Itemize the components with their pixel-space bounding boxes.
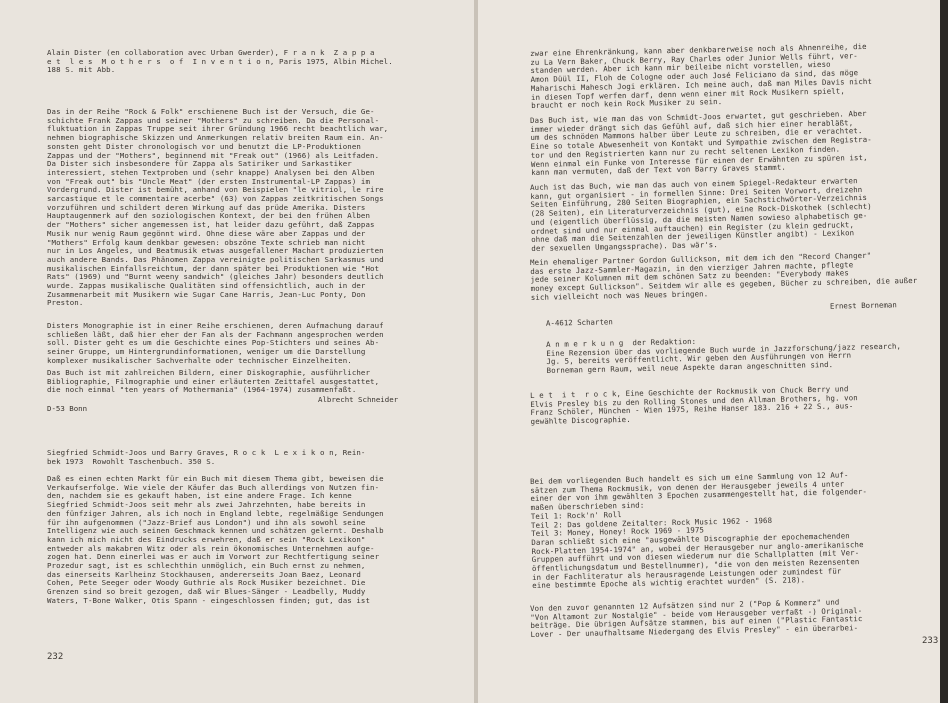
page-number-right: 233 (922, 636, 939, 646)
right-body-4: Mein ehemaliger Partner Gordon Gullickson, mit dem ich den "Record Changer" das erste Jazz-Sammler-Magazin, in den vierziger Jahren machte, pflegte jede seiner Kolumnen mit dem schönen Satz zu beenden: "Everybody makes money except Gullickson". Seitdem wir alle es gegeben, Bücher zu schreiben, die außer sich vielleicht noch was Neues bringen. (529, 250, 918, 302)
review-signature-place: A-4612 Scharten (545, 317, 613, 328)
review1-body-3: Das Buch ist mit zahlreichen Bildern, einer Diskographie, ausführlicher Bibliographie, Filmographie und einer erläuterten Zeittafel ausgestattet, die noch einmal "ten years of Mothermania" (1964-1974) zusammenfaßt. (47, 368, 380, 395)
review-signature-name: Ernest Borneman (829, 300, 897, 311)
right-body-2: Das Buch ist, wie man das von Schmidt-Joos erwartet, gut geschrieben. Aber immer wieder drängt sich das Gefühl auf, daß sich hier einer herabläßt, um des schnöden Mammons halber über Leute zu schreiben, die er verachtet. Eine so totale Abwesenheit von Kontakt und Sympathie zwischen dem Registra- tor und den Registrierten kann nur zu recht seltenen Lexikon finden. Wenn einmal ein Funke von Interesse für einen der Erwähnten zu spüren ist, kann man vermuten, daß der Text von Barry Graves stammt. (529, 108, 872, 178)
page-number-left: 232 (47, 652, 64, 662)
right-body-1: zwar eine Ehrenkränkung, kann aber denkbarerweise noch als Ahnenreihe, die zu La Vern Baker, Chuck Berry, Ray Charles oder Junior Wells führt, ver- standen werden. Aber ich kann mir beileibe nicht vorstellen, wieso Amon Düül II, Floh de Cologne oder auch José Feliciano da sind, das möge Maharischi Mahesch Jogi erklären. Ich meine auch, daß man Miles Davis nicht in diesen Topf werfen darf, denn wenn einer mit Rock Musikern spielt, braucht er noch kein Rock Musiker zu sein. (529, 41, 873, 111)
right-page (478, 0, 940, 703)
review2-header: Siegfried Schmidt-Joos und Barry Graves, R o c k L e x i k o n, Rein- bek 1973 Rowohlt Taschenbuch. 350 S. (47, 448, 366, 466)
review1-author: Albrecht Schneider (318, 395, 399, 404)
review3-body: Bei dem vorliegenden Buch handelt es sich um eine Sammlung von 12 Auf- sätzen zum Thema Rockmusik, von denen der Herausgeber jeweils 4 unter einer der von ihm gewählten 3 Epochen zusammengestellt hat, die folgender- maßen überschrieben sind: Teil 1: Rock'n' Roll Teil 2: Das goldene Zeitalter: Rock Music 1962 - 1968 Teil 3: Money, Honey! Rock 1969 - 1975 Daran schließt sich eine "ausgewählte Discographie der epochemachenden Rock-Platten 1954-1974" an, wobei der Herausgeber nur anglo-amerikanische Gruppen aufführt und von diesen wiederum nur die Schallplatten (mit Ver- öffentlichungsdatum und Bestellnummer), "die von den meisten Rezensenten in der Fachliteratur als herausragende Leistungen oder zumindest für eine bestimmte Epoche als wichtig erachtet wurden" (S. 218). (529, 470, 868, 591)
review1-header: Alain Dister (en collaboration avec Urban Gwerder), F r a n k Z a p p a e t l e s M o t h e r s o f I n v e n t i o n, Paris 1975, Albin Michel. 188 S. mit Abb. (47, 48, 393, 75)
review1-body-2: Disters Monographie ist in einer Reihe erschienen, deren Aufmachung darauf schließen läßt, daß hier eher der Fan als der Fachmann angesprochen werden soll. Dister geht es um die Geschichte eines Pop-Stichters und seines Ab- seiner Gruppe, um Hintergrundinformationen, weniger um die Darstellung komplexer musikalischer Sachverhalte oder technischer Einzelheiten. (47, 321, 384, 365)
editorial-note: A n m e r k u n g der Redaktion: Eine Rezension über das vorliegende Buch wurde in Jazzforschung/jazz research, Jg. 5, bereits veröffentlicht. Wir geben den Ausführungen von Herrn Borneman gern Raum, weil neue Aspekte daran angeschnitten sind. (545, 336, 902, 376)
review3-body-2: Von den zuvor genannten 12 Aufsätzen sind nur 2 ("Pop & Kommerz" und "Von Altamont zur Nostalgie" - beide vom Herausgeber verfaßt -) Original- beiträge. Die übrigen Aufsätze stammen, bis auf einen ("Plastic Fantastic Lover - Der unaufhaltsame Niedergang des Elvis Presley" - ein überarbei- (529, 597, 863, 640)
review1-place: D-53 Bonn (47, 404, 88, 413)
book-edge (940, 0, 948, 703)
review3-header: L e t i t r o c k, Eine Geschichte der Rockmusik von Chuck Berry und Elvis Presley bis zu den Rolling Stones und den Allman Brothers, hg. von Franz Schöler, München - Wien 1975, Reihe Hanser 183. 216 + 22 S., aus- gewählte Discographie. (529, 384, 858, 427)
review2-body: Daß es einen echten Markt für ein Buch mit diesem Thema gibt, beweisen die Verkaufserfolge. Wie viele der Käufer das Buch allerdings von Nutzen fin- den, nachdem sie es gekauft haben, ist eine andere Frage. Ich kenne Siegfried Schmidt-Joos seit mehr als zwei Jahrzehnten, habe bereits in den fünfziger Jahren, als ich noch in England lebte, regelmäßige Sendungen für ihn aufgenommen ("Jazz-Brief aus London") und ihn als sowohl seine Intelligenz wie auch seinen Geschmack kennen und schätzen gelernt. Deshalb kann ich mich nicht des Eindrucks erwehren, daß er sein "Rock Lexikon" entweder als makabren Witz oder als rein ökonomisches Unternehmen aufge- zogen hat. Denn einerlei was er auch im Vorwort zur Rechtfertigung seiner Prozedur sagt, ist es schlechthin unmöglich, ein Buch ernst zu nehmen, das einerseits Karlheinz Stockhausen, andererseits Joan Baez, Leonard Cohen, Pete Seeger oder Woody Guthrie als Rock Musiker bezeichnet. Die Grenzen sind so breit gezogen, daß wir Blues-Sänger - Leadbelly, Muddy Waters, T-Bone Walker, Otis Spann - eingeschlossen finden; gut, das ist (47, 474, 384, 605)
right-body-3: Auch ist das Buch, wie man das auch von einem Spiegel-Redakteur erwarten kann, gut organisiert - in formellen Sinne: Drei Seiten Vorwort, dreizehn Seiten Einführung, 280 Seiten Biographien, ein Sachstichwörter-Verzeichnis (28 Seiten), ein Literaturverzeichnis (gut), eine Rock-Diskothek (schlecht) und (eigentlich überflüssig, da die meisten Namen sowieso alphabetisch ge- ordnet sind und nur einmal auftauchen) ein Register (zu klein gedruckt, ohne daß man die Seitenzahlen der jeweiligen Künstler angibt) - Lexikon der sexuellen Umgangssprache). Das wär's. (529, 176, 872, 253)
review1-body-1: Das in der Reihe "Rock & Folk" erschienene Buch ist der Versuch, die Ge- schichte Frank Zappas und seiner "Mothers" zu schreiben. Da die Personal- fluktuation in Zappas Truppe seit ihrer Gründung 1966 recht beachtlich war, nehmen biographische Skizzen und Anmerkungen relativ breiten Raum ein. An- sonsten geht Dister chronologisch vor und benutzt die LP-Produktionen Zappas und der "Mothers", beginnend mit "Freak out" (1966) als Leitfaden. Da Dister sich insbesondere für Zappa als Satiriker und Sarkastiker interessiert, stehen Textproben und (sehr knappe) Analysen bei den Alben von "Freak out" bis "Uncle Meat" (der ersten Instrumental-LP Zappas) im Vordergrund. Dister ist bemüht, anhand von Beispielen "le vitriol, le rire sarcastique et le commentaire acerbe" (63) von Zappas zeitkritischen Songs vorzuführen und schildert deren Wirkung auf das prüde Amerika. Disters Hauptaugenmerk auf den soziologischen Kontext, der bei den frühen Alben der "Mothers" sicher angemessen ist, hat leider dazu geführt, daß Zappas Musik nur wenig Raum gegönnt wird. Ohne diese wäre aber Zappas und der "Mothers" Erfolg kaum denkbar gewesen: obszöne Texte schrieb man nicht nur in Los Angeles, und Beatmusik etwas ausgefallener Machart produzierten auch andere Bands. Das Phänomen Zappa vereinigte politischen Sarkasmus und musikalischen Einfallsreichtum, der dann später bei Produktionen wie "Hot Rats" (1969) und "Burnt weeny sandwich" (gleiches Jahr) besonders deutlich wurde. Zappas musikalische Qualitäten sind offensichtlich, auch in der Zusammenarbeit mit Musikern wie Sugar Cane Harris, Jean-Luc Ponty, Don Preston. (47, 107, 389, 308)
